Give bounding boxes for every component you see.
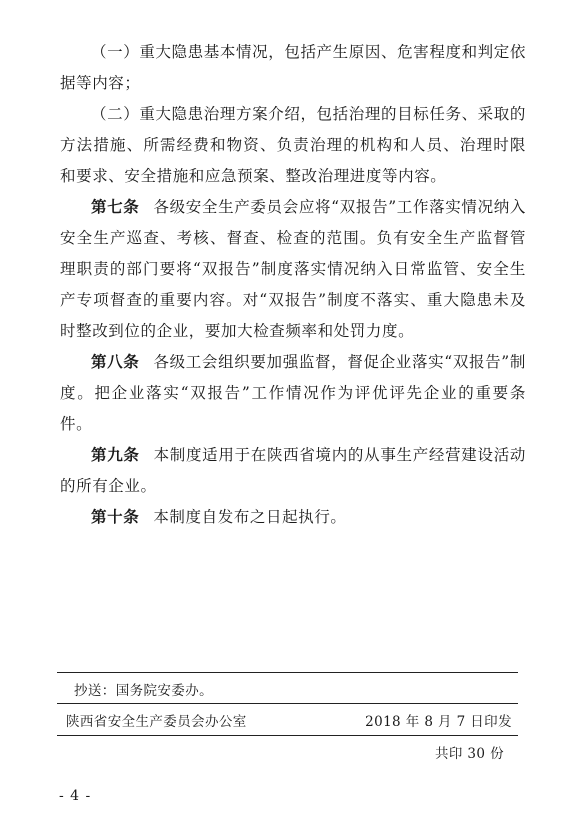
article-text: 各级工会组织要加强监督，督促企业落实“双报告”制度。把企业落实“双报告”工作情况作为评优评先企业的重要条件。 (60, 353, 526, 433)
article-heading: 第八条 (91, 353, 140, 371)
paragraph-item-1 (60, 37, 526, 99)
issuing-office: 陕西省安全生产委员会办公室 (66, 714, 247, 730)
article-heading: 第七条 (91, 198, 140, 216)
cc-line: 抄送：国务院安委办。 (74, 683, 213, 699)
issue-date: 2018 年 8 月 7 日印发 (365, 714, 512, 730)
article-8 (60, 347, 526, 440)
page-number: - 4 - (59, 788, 92, 804)
article-text: 本制度自发布之日起执行。 (153, 508, 347, 526)
article-text: 本制度适用于在陕西省境内的从事生产经营建设活动的所有企业。 (60, 446, 526, 495)
print-copies: 共印 30 份 (434, 746, 504, 762)
article-9 (60, 440, 526, 502)
article-7 (60, 192, 526, 347)
paragraph-text: （一）重大隐患基本情况，包括产生原因、危害程度和判定依据等内容； (60, 43, 526, 92)
paragraph-item-2 (60, 99, 526, 192)
document-body (60, 37, 526, 533)
footer-middle-rule (57, 703, 518, 704)
article-heading: 第十条 (91, 508, 140, 526)
footer-bottom-rule (57, 735, 518, 736)
article-10 (60, 502, 526, 533)
article-text: 各级安全生产委员会应将“双报告”工作落实情况纳入安全生产巡查、考核、督查、检查的范围。负有安全生产监督管理职责的部门要将“双报告”制度落实情况纳入日常监管、安全生产专项督查的重要内容。对“双报告”制度不落实、重大隐患未及时整改到位的企业，要加大检查频率和处罚力度。 (60, 198, 526, 340)
paragraph-text: （二）重大隐患治理方案介绍，包括治理的目标任务、采取的方法措施、所需经费和物资、负责治理的机构和人员、治理时限和要求、安全措施和应急预案、整改治理进度等内容。 (60, 105, 526, 185)
article-heading: 第九条 (91, 446, 140, 464)
footer-top-rule (57, 672, 518, 673)
